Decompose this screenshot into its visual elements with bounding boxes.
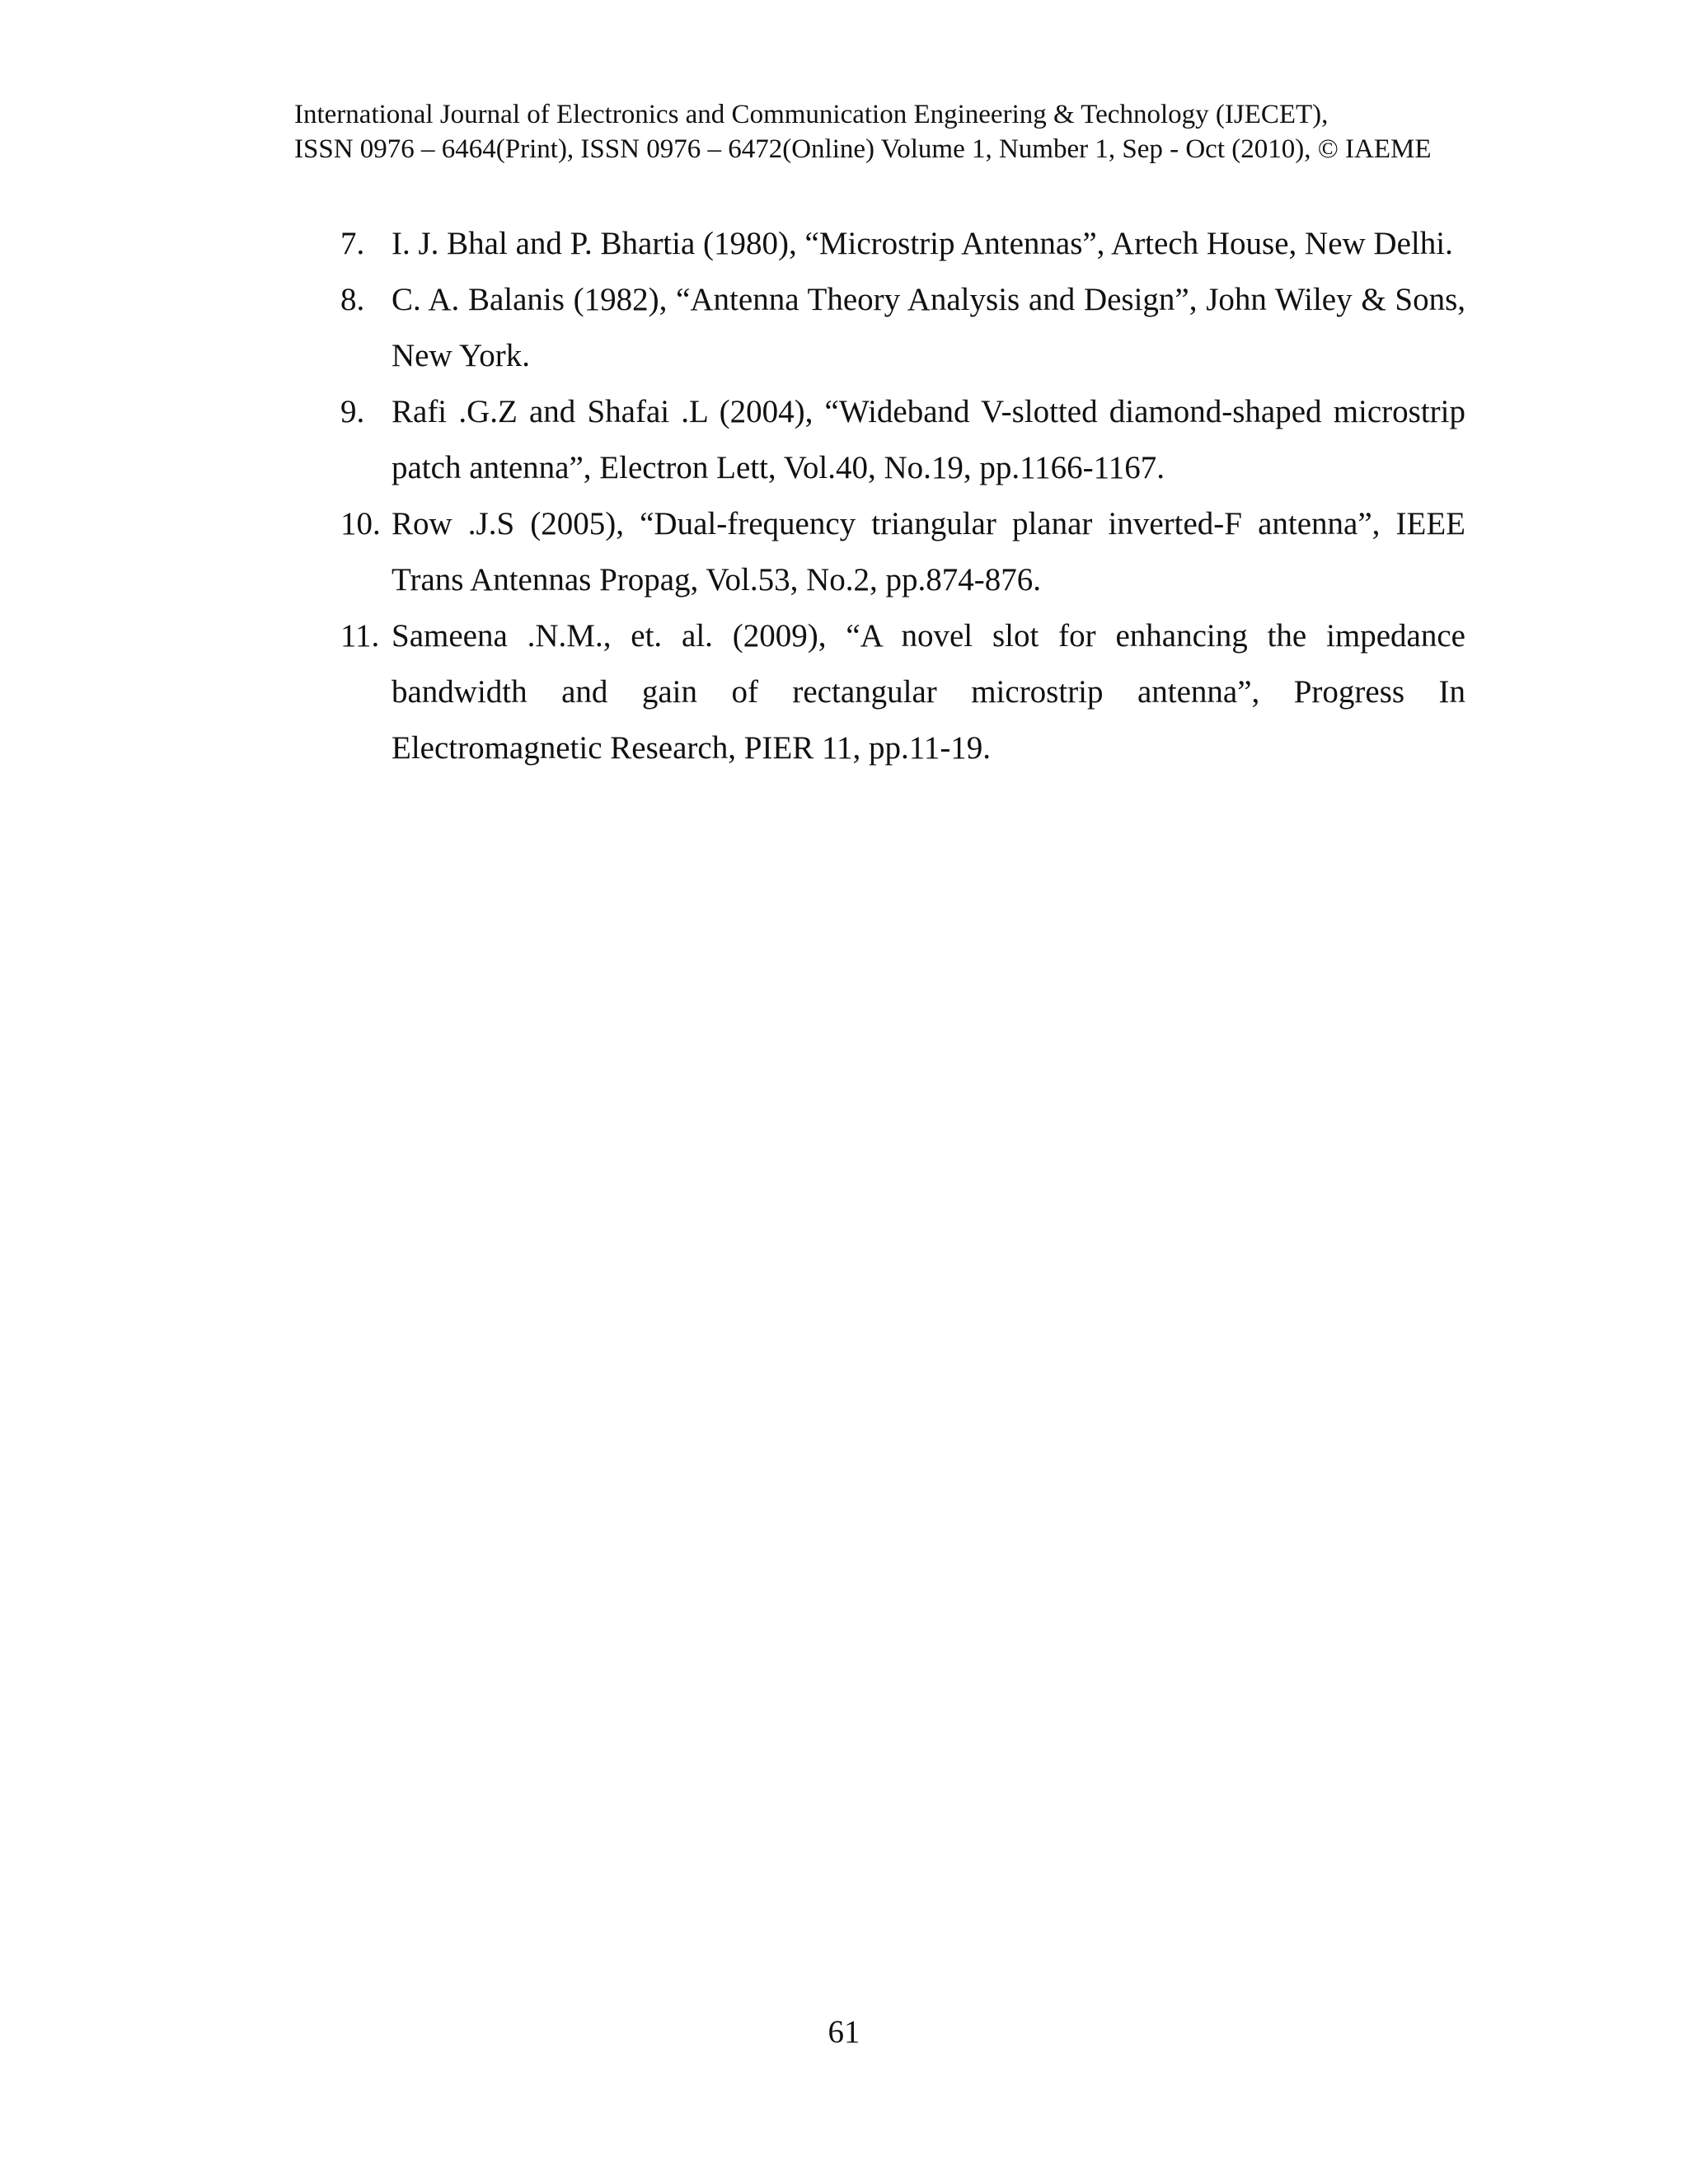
reference-text: Rafi .G.Z and Shafai .L (2004), “Wideband V-slotted diamond-shaped microstrip patch antenna”, Electron Lett, Vol.40, No.19, pp.1166-1167. xyxy=(392,394,1465,485)
reference-item xyxy=(0,608,1465,776)
reference-text: Sameena .N.M., et. al. (2009), “A novel slot for enhancing the impedance bandwidth and gain of rectangular microstrip antenna”, Progress In Electromagnetic Research, PIER 11, pp.11-19. xyxy=(392,618,1465,766)
reference-item xyxy=(0,272,1465,384)
reference-list xyxy=(0,216,1688,776)
reference-number: 11. xyxy=(340,618,380,654)
journal-title-line: International Journal of Electronics and Communication Engineering & Technology (IJECET), xyxy=(294,100,1329,129)
reference-number: 7. xyxy=(340,226,365,261)
reference-item xyxy=(0,384,1465,496)
reference-item xyxy=(0,216,1465,272)
page-number: 61 xyxy=(828,2014,860,2050)
reference-number: 9. xyxy=(340,394,365,429)
reference-text: I. J. Bhal and P. Bhartia (1980), “Microstrip Antennas”, Artech House, New Delhi. xyxy=(392,226,1453,261)
running-header xyxy=(294,97,1465,166)
reference-number: 8. xyxy=(340,282,365,317)
reference-number: 10. xyxy=(340,506,381,541)
reference-text: Row .J.S (2005), “Dual-frequency triangular planar inverted-F antenna”, IEEE Trans Antennas Propag, Vol.53, No.2, pp.874-876. xyxy=(392,506,1465,598)
reference-item xyxy=(0,496,1465,608)
issn-volume-line: ISSN 0976 – 6464(Print), ISSN 0976 – 6472(Online) Volume 1, Number 1, Sep - Oct (2010), © IAEME xyxy=(294,134,1432,164)
reference-text: C. A. Balanis (1982), “Antenna Theory Analysis and Design”, John Wiley & Sons, New York. xyxy=(392,282,1465,373)
